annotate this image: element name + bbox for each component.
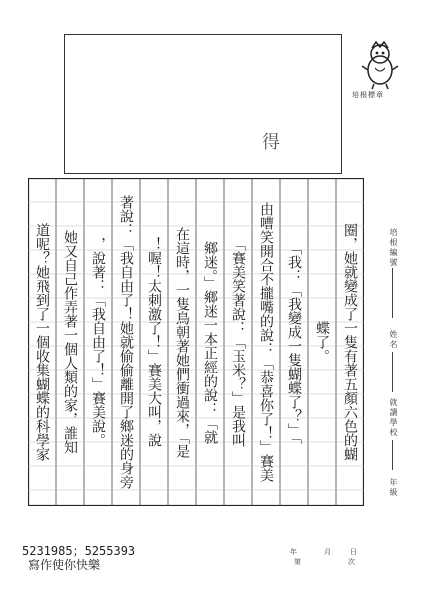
teacher-comment-box	[64, 34, 342, 174]
essay-column: 「我：「我變成一隻蝴蝶了？」「	[286, 240, 302, 444]
essay-column: 蝶了。	[314, 321, 330, 363]
essay-column: ！喔！太刺激了！」賽美大叫，說	[146, 237, 162, 447]
essay-column: 圈，她就變成了一隻有著五顏六色的蝴	[342, 223, 358, 461]
page-suffix: 次	[348, 558, 355, 566]
side-label-grade: 年級	[389, 478, 398, 498]
side-label-id: 培根編號	[389, 228, 398, 268]
essay-column: 鄉迷。」鄉迷一本正經的說：「就	[202, 240, 218, 444]
side-line	[392, 440, 393, 470]
year-label: 年	[290, 548, 297, 556]
side-label-name: 姓名	[389, 330, 398, 350]
day-label: 日	[350, 548, 357, 556]
mascot-icon	[358, 40, 402, 90]
logo-caption: 培根標章	[352, 91, 384, 99]
essay-column: ，說著：「我自由了！」賽美說。	[90, 237, 106, 447]
side-label-school: 就讀學校	[389, 398, 398, 438]
month-label: 月	[324, 548, 331, 556]
slogan: 寫作使你快樂	[28, 558, 101, 572]
essay-column: 道呢？她飛到了一個收集蝴蝶的科學家	[34, 223, 50, 461]
margin-note: 得	[262, 132, 280, 153]
writing-grid	[28, 178, 364, 506]
essay-column: 在這時，一隻鳥朝著她們衝過來，「是	[174, 226, 190, 458]
essay-column: 她又自己作弄著一個人類的家，誰知	[62, 230, 78, 454]
side-line	[392, 352, 393, 392]
essay-column: 著說：「我自由了！她就偷偷離開了鄉迷的身旁	[118, 195, 134, 489]
page-prefix: 第	[294, 558, 301, 566]
essay-column: 由嘈笑開合不攏嘴的說：「恭喜你了！」賽美	[258, 202, 274, 482]
essay-column: 「賽美笑著說：「玉米？」是我叫	[230, 237, 246, 447]
side-line	[392, 268, 393, 318]
phone-numbers: 5231985；5255393	[22, 544, 136, 558]
